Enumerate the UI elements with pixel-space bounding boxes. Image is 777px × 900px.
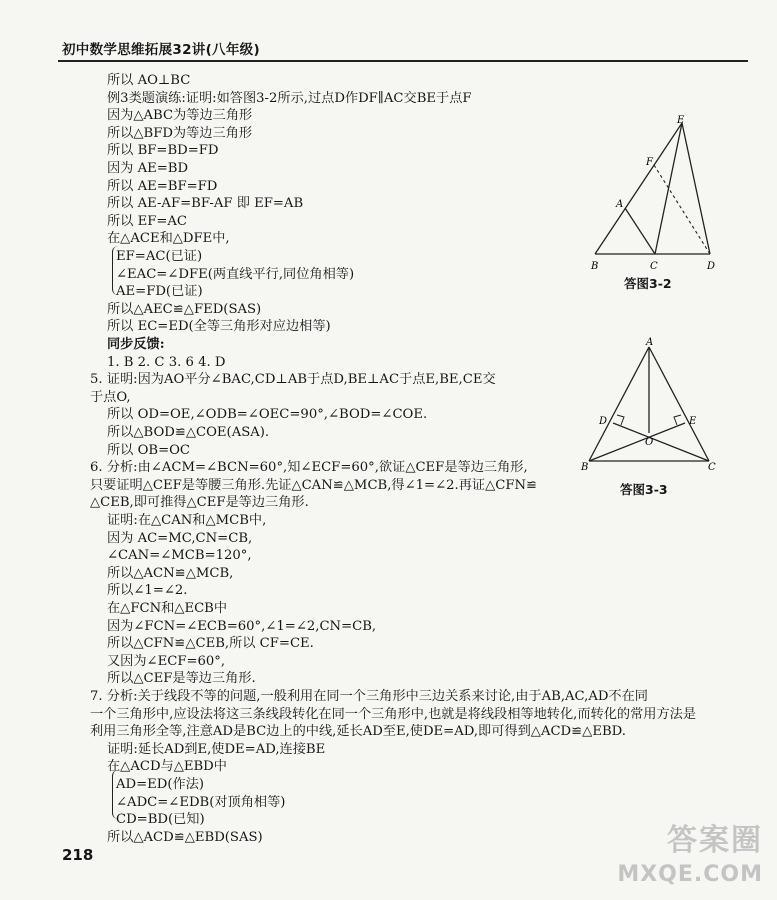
text-line: 因为 AC=MC,CN=CB, [107, 530, 253, 546]
text-line: 所以△ACD≌△EBD(SAS) [107, 829, 263, 845]
watermark [617, 823, 763, 887]
label-A: A [616, 199, 624, 210]
condition-brace [112, 246, 121, 295]
running-header: 初中数学思维拓展32讲(八年级) [62, 42, 260, 58]
text-line: 于点O, [90, 389, 131, 405]
text-line: 所以 OD=OE,∠ODB=∠OEC=90°,∠BOD=∠COE. [107, 407, 428, 423]
text-line: 因为∠FCN=∠ECB=60°,∠1=∠2,CN=CB, [107, 618, 377, 634]
text-line: 所以△ACN≌△MCB, [107, 565, 234, 581]
label-D: D [599, 416, 608, 427]
text-line: 因为△ABC为等边三角形 [107, 108, 253, 124]
figure-3-3 [577, 335, 727, 475]
figure-3-2-caption: 答图3-2 [624, 276, 672, 291]
label-C: C [650, 261, 658, 272]
text-line: ∠CAN=∠MCB=120°, [107, 548, 252, 564]
text-line: 证明:在△CAN和△MCB中, [107, 513, 267, 528]
text-line: 例3类题演练:证明:如答图3-2所示,过点D作DF∥AC交BE于点F [107, 90, 472, 106]
text-line: 6. 分析:由∠ACM=∠BCN=60°,知∠ECF=60°,欲证△CEF是等边三角形, [90, 460, 528, 476]
text-line: 在△ACD与△EBD中 [107, 759, 227, 775]
label-A: A [646, 337, 654, 348]
text-line: 只要证明△CEF是等腰三角形.先证△CAN≌△MCB,得∠1=∠2.再证△CFN≌ [90, 477, 538, 493]
header-rule [58, 60, 748, 62]
text-line: ∠ADC=∠EDB(对顶角相等) [116, 794, 286, 810]
text-line: 所以△AEC≌△FED(SAS) [107, 301, 262, 317]
text-line: 所以 AE=BF=FD [107, 178, 218, 194]
text-line: 因为 AE=BD [107, 161, 189, 176]
text-line: 一个三角形中,应设法将这三条线段转化在同一个三角形中,也就是将线段相等地转化,而转化的常用方法是 [90, 706, 697, 722]
text-line: 7. 分析:关于线段不等的问题,一般利用在同一个三角形中三边关系来讨论,由于AB,AC,AD不在同 [90, 689, 648, 704]
label-B: B [591, 261, 599, 272]
text-line: 5. 证明:因为AO平分∠BAC,CD⊥AB于点D,BE⊥AC于点E,BE,CE交 [90, 372, 496, 388]
text-line: 在△FCN和△ECB中 [107, 601, 228, 616]
text-line: 所以 AO⊥BC [107, 73, 191, 88]
label-B: B [581, 462, 589, 473]
page-number: 218 [62, 846, 94, 864]
watermark-line1: 答案圈 [667, 823, 763, 858]
text-line: 所以 OB=OC [107, 442, 191, 458]
condition-brace [112, 770, 121, 819]
text-line: 所以∠1=∠2. [107, 583, 188, 599]
text-line: EF=AC(已证) [116, 249, 203, 264]
text-line: 所以△BFD为等边三角形 [107, 125, 253, 141]
label-D: D [707, 261, 716, 272]
text-line: AE=FD(已证) [116, 284, 203, 300]
text-line: 所以△BOD≌△COE(ASA). [107, 425, 270, 440]
watermark-line2: MXQE.COM [617, 862, 763, 887]
label-F: F [646, 157, 653, 168]
label-C: C [708, 462, 716, 473]
label-E: E [677, 115, 685, 126]
figure-3-2 [585, 115, 735, 275]
text-line: 又因为∠ECF=60°, [107, 653, 226, 669]
text-line: 所以△CFN≌△CEB,所以 CF=CE. [107, 636, 314, 652]
text-line: 证明:延长AD到E,使DE=AD,连接BE [107, 741, 326, 757]
text-line: 利用三角形全等,注意AD是BC边上的中线,延长AD至E,使DE=AD,即可得到△ACD≌△EBD. [90, 724, 626, 740]
label-O: O [645, 437, 654, 448]
text-line: 1. B 2. C 3. 6 4. D [107, 354, 226, 370]
text-line: CD=BD(已知) [116, 812, 205, 828]
figure-3-3-caption: 答图3-3 [620, 482, 668, 497]
text-line: 同步反馈: [107, 337, 165, 352]
text-line: 所以 EC=ED(全等三角形对应边相等) [107, 319, 331, 335]
text-line: 所以 AE-AF=BF-AF 即 EF=AB [107, 196, 304, 212]
text-line: ∠EAC=∠DFE(两直线平行,同位角相等) [116, 266, 355, 282]
text-line: 所以 BF=BD=FD [107, 143, 219, 159]
text-line: 在△ACE和△DFE中, [107, 231, 230, 247]
text-line: △CEB,即可推得△CEF是等边三角形. [90, 495, 309, 511]
text-line: 所以 EF=AC [107, 213, 188, 229]
text-line: 所以△CEF是等边三角形. [107, 671, 256, 687]
text-line: AD=ED(作法) [116, 777, 205, 792]
label-E: E [689, 416, 697, 427]
